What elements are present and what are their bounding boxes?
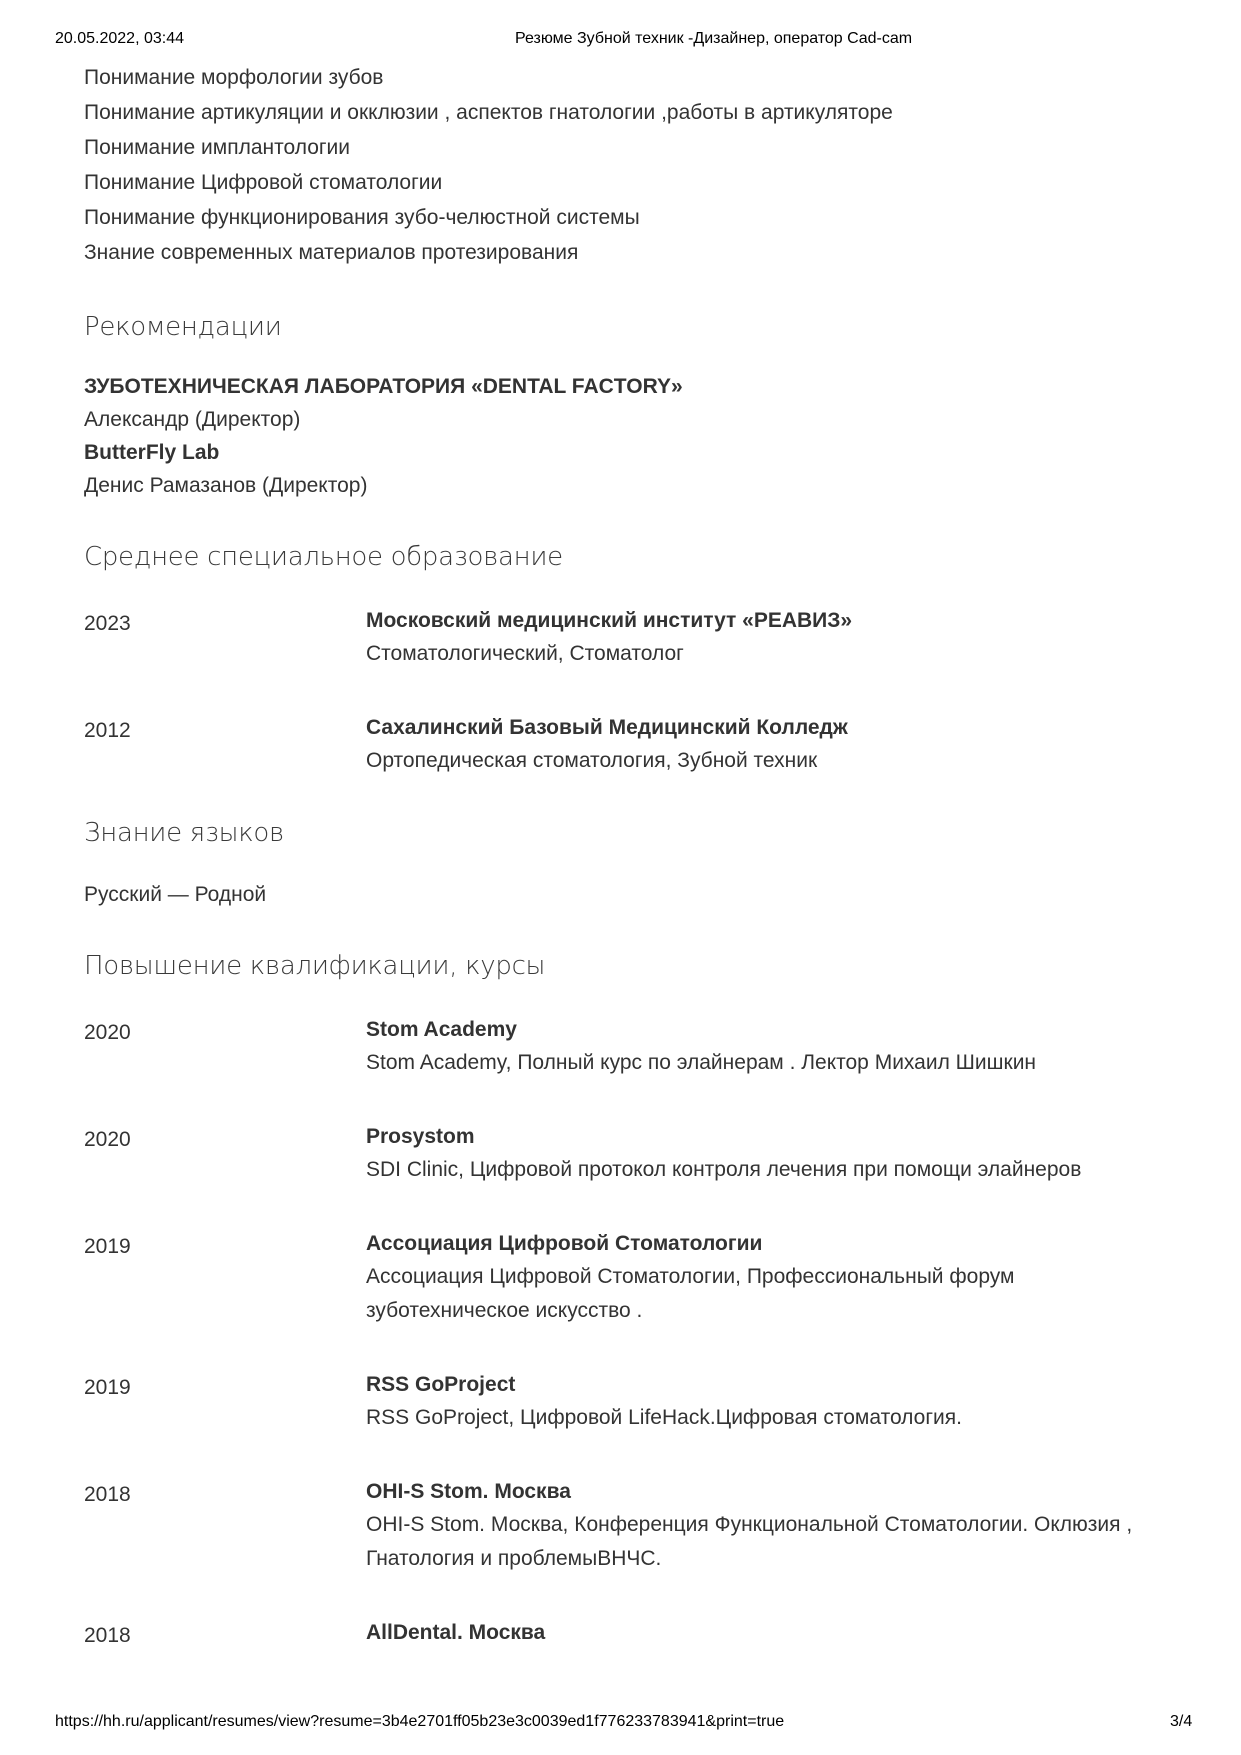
entry-desc: Stom Academy, Полный курс по элайнерам . Лектор Михаил Шишкин <box>366 1051 1037 1074</box>
skill-item: Понимание морфологии зубов <box>84 66 384 89</box>
recommendation-org: ButterFly Lab <box>84 441 220 464</box>
resume-content <box>84 60 1164 1653</box>
recommendations-title: Рекомендации <box>84 312 282 342</box>
entry-org: Московский медицинский институт «РЕАВИЗ» <box>366 609 853 632</box>
skill-item: Понимание артикуляции и окклюзии , аспектов гнатологии ,работы в артикуляторе <box>84 101 893 124</box>
entry-year: 2018 <box>84 1483 131 1506</box>
course-entry <box>84 1227 1164 1328</box>
course-entry <box>84 1013 1164 1080</box>
courses-title: Повышение квалификации, курсы <box>84 951 546 981</box>
entry-desc: Стоматологический, Стоматолог <box>366 642 684 665</box>
recommendation-person: Александр (Директор) <box>84 408 301 431</box>
education-list <box>84 604 1164 778</box>
education-entry <box>84 604 1164 671</box>
courses-list <box>84 1013 1164 1653</box>
skill-item: Знание современных материалов протезирования <box>84 241 579 264</box>
entry-org: Сахалинский Базовый Медицинский Колледж <box>366 716 848 739</box>
entry-org: OHI-S Stom. Москва <box>366 1480 571 1503</box>
course-entry <box>84 1475 1164 1576</box>
entry-desc: SDI Clinic, Цифровой протокол контроля лечения при помощи элайнеров <box>366 1158 1082 1181</box>
recommendation-person: Денис Рамазанов (Директор) <box>84 474 368 497</box>
print-footer-url[interactable]: https://hh.ru/applicant/resumes/view?resume=3b4e2701ff05b23e3c0039ed1f776233783941&print=true <box>55 1713 785 1730</box>
entry-desc: Ассоциация Цифровой Стоматологии, Профессиональный форум зуботехническое искусство . <box>366 1265 1015 1322</box>
course-entry <box>84 1120 1164 1187</box>
entry-desc: OHI-S Stom. Москва, Конференция Функциональной Стоматологии. Оклюзия , Гнатология и проблемыВНЧС. <box>366 1513 1133 1570</box>
course-entry <box>84 1368 1164 1435</box>
recommendations-list <box>84 370 1164 502</box>
entry-desc: Ортопедическая стоматология, Зубной техник <box>366 749 818 772</box>
print-header-title: Резюме Зубной техник -Дизайнер, оператор Cad-cam <box>515 30 913 47</box>
course-entry <box>84 1616 1164 1653</box>
skill-item: Понимание Цифровой стоматологии <box>84 171 443 194</box>
entry-desc: RSS GoProject, Цифровой LifeHack.Цифровая стоматология. <box>366 1406 962 1429</box>
skill-item: Понимание функционирования зубо-челюстной системы <box>84 206 640 229</box>
entry-org: Prosystom <box>366 1125 475 1148</box>
entry-year: 2019 <box>84 1235 131 1258</box>
skill-item: Понимание имплантологии <box>84 136 351 159</box>
entry-org: Ассоциация Цифровой Стоматологии <box>366 1232 763 1255</box>
education-title: Среднее специальное образование <box>84 542 563 572</box>
entry-org: AllDental. Москва <box>366 1621 546 1644</box>
entry-year: 2012 <box>84 719 131 742</box>
print-header-datetime: 20.05.2022, 03:44 <box>55 30 185 47</box>
entry-year: 2019 <box>84 1376 131 1399</box>
recommendation-org: ЗУБОТЕХНИЧЕСКАЯ ЛАБОРАТОРИЯ «DENTAL FACTORY» <box>84 375 683 398</box>
entry-year: 2020 <box>84 1128 131 1151</box>
skills-list <box>84 60 1164 270</box>
language-item: Русский — Родной <box>84 883 267 906</box>
entry-org: Stom Academy <box>366 1018 517 1041</box>
entry-org: RSS GoProject <box>366 1373 516 1396</box>
print-footer-page-number: 3/4 <box>1170 1713 1193 1730</box>
entry-year: 2018 <box>84 1624 131 1647</box>
languages-title: Знание языков <box>84 818 284 848</box>
entry-year: 2023 <box>84 612 131 635</box>
education-entry <box>84 711 1164 778</box>
entry-year: 2020 <box>84 1021 131 1044</box>
